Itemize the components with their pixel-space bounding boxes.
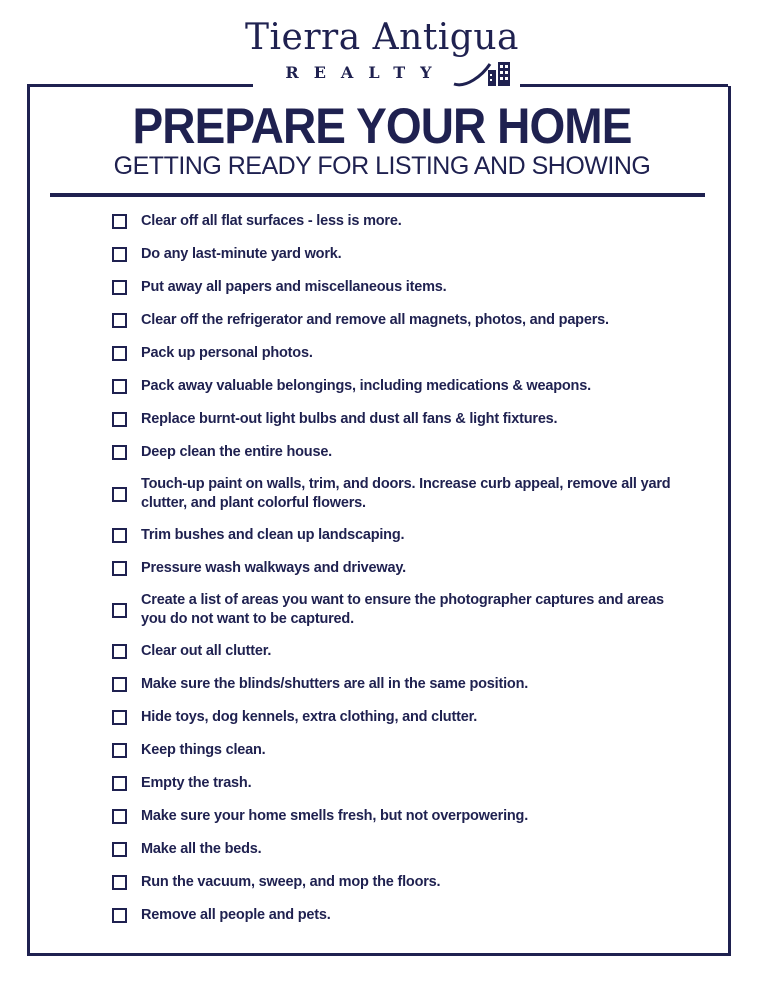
checklist-item[interactable] [112, 238, 672, 271]
checklist-item[interactable] [112, 470, 672, 518]
checklist-item[interactable] [112, 370, 672, 403]
checklist-item-label: Make sure the blinds/shutters are all in the same position. [141, 676, 529, 692]
checkbox[interactable] [112, 603, 127, 618]
checklist-item-label: Remove all people and pets. [141, 907, 331, 923]
checklist-item[interactable] [112, 403, 672, 436]
checklist-item[interactable] [112, 866, 672, 899]
checklist-item[interactable] [112, 635, 672, 668]
checkbox[interactable] [112, 214, 127, 229]
checklist-item-label: Pressure wash walkways and driveway. [141, 560, 406, 576]
checkbox[interactable] [112, 247, 127, 262]
checklist-item-label: Keep things clean. [141, 742, 266, 758]
checklist-item[interactable] [112, 586, 672, 634]
checklist-item[interactable] [112, 205, 672, 238]
checklist-item-label: Clear off the refrigerator and remove all magnets, photos, and papers. [141, 312, 609, 328]
checklist-item[interactable] [112, 552, 672, 585]
checkbox[interactable] [112, 776, 127, 791]
checklist-item-label: Pack away valuable belongings, including medications & weapons. [141, 378, 591, 394]
page-subtitle: GETTING READY FOR LISTING AND SHOWING [113, 152, 651, 180]
checklist-item[interactable] [112, 800, 672, 833]
checklist-item[interactable] [112, 436, 672, 469]
logo [0, 0, 764, 92]
checklist-item-label: Make sure your home smells fresh, but not overpowering. [141, 808, 529, 824]
checkbox[interactable] [112, 809, 127, 824]
checklist-item[interactable] [112, 734, 672, 767]
checklist-item[interactable] [112, 304, 672, 337]
checkbox[interactable] [112, 561, 127, 576]
checklist-item[interactable] [112, 701, 672, 734]
checkbox[interactable] [112, 313, 127, 328]
checklist-item[interactable] [112, 337, 672, 370]
checkbox[interactable] [112, 908, 127, 923]
checklist-item-label: Empty the trash. [141, 775, 252, 791]
building-icon [452, 54, 514, 88]
checkbox[interactable] [112, 379, 127, 394]
page-title: PREPARE YOUR HOME [132, 98, 632, 154]
header-divider [50, 193, 705, 197]
checkbox[interactable] [112, 710, 127, 725]
checkbox[interactable] [112, 677, 127, 692]
checklist-item-label: Run the vacuum, sweep, and mop the floors. [141, 874, 441, 890]
checklist-item-label: Create a list of areas you want to ensure the photographer captures and areas you do not want to be captured. [141, 592, 664, 627]
checklist [112, 205, 672, 932]
checklist-item-label: Hide toys, dog kennels, extra clothing, and clutter. [141, 709, 478, 725]
checklist-item-label: Do any last-minute yard work. [141, 246, 342, 262]
checklist-item[interactable] [112, 271, 672, 304]
checklist-item[interactable] [112, 519, 672, 552]
checkbox[interactable] [112, 528, 127, 543]
checkbox[interactable] [112, 346, 127, 361]
checklist-item-label: Clear out all clutter. [141, 643, 272, 659]
logo-subtitle: REALTY [285, 63, 447, 82]
checklist-item[interactable] [112, 833, 672, 866]
checklist-item-label: Make all the beds. [141, 841, 262, 857]
checkbox[interactable] [112, 487, 127, 502]
checklist-item-label: Trim bushes and clean up landscaping. [141, 527, 405, 543]
checklist-item-label: Touch-up paint on walls, trim, and doors. Increase curb appeal, remove all yard clutter, and plant colorful flowers. [141, 476, 671, 511]
logo-name: Tierra Antigua [244, 17, 519, 58]
checklist-item-label: Pack up personal photos. [141, 345, 313, 361]
checklist-item-label: Clear off all flat surfaces - less is more. [141, 213, 402, 229]
checkbox[interactable] [112, 412, 127, 427]
checkbox[interactable] [112, 644, 127, 659]
checkbox[interactable] [112, 842, 127, 857]
checkbox[interactable] [112, 280, 127, 295]
checklist-item[interactable] [112, 668, 672, 701]
checklist-item-label: Put away all papers and miscellaneous items. [141, 279, 447, 295]
checklist-item-label: Deep clean the entire house. [141, 444, 333, 460]
checkbox[interactable] [112, 445, 127, 460]
checklist-item-label: Replace burnt-out light bulbs and dust all fans & light fixtures. [141, 411, 558, 427]
checkbox[interactable] [112, 743, 127, 758]
checklist-item[interactable] [112, 899, 672, 932]
checklist-item[interactable] [112, 767, 672, 800]
checkbox[interactable] [112, 875, 127, 890]
